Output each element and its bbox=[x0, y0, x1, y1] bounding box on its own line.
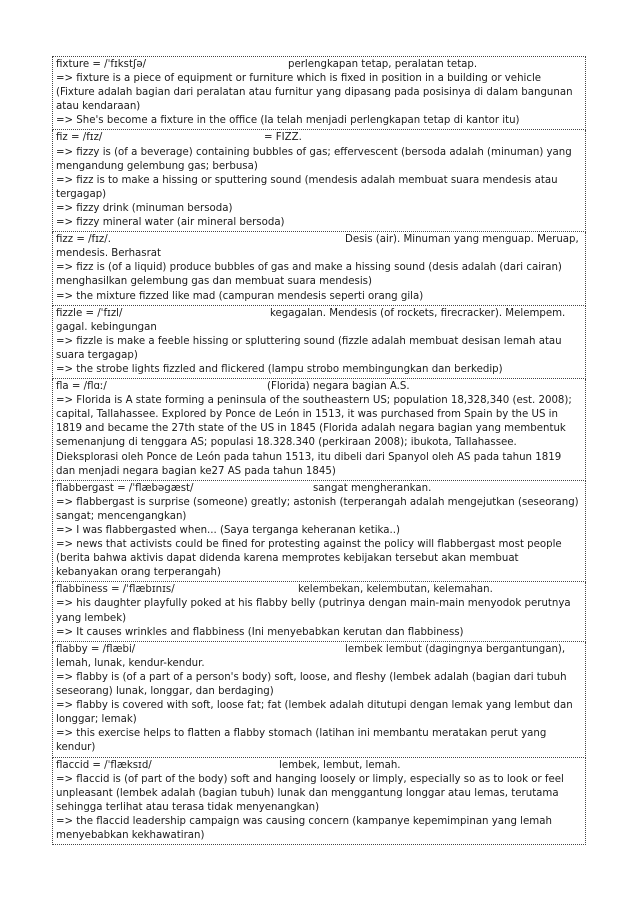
entry-example: => She's become a fixture in the office (Ia telah menjadi perlengkapan tetap di kantor itu) bbox=[56, 115, 520, 127]
entry-headline bbox=[56, 131, 582, 145]
dictionary-entry bbox=[52, 582, 586, 641]
entry-gloss: Desis (air). Minuman yang menguap. Meruap, mendesis. Berhasrat bbox=[56, 234, 579, 260]
entry-example: => the mixture fizzed like mad (campuran mendesis seperti orang gila) bbox=[56, 290, 424, 302]
entry-example: => the strobe lights fizzled and flickered (lampu strobo membingungkan dan berkedip) bbox=[56, 363, 503, 375]
entry-headline bbox=[56, 58, 582, 72]
entry-gloss: perlengkapan tetap, peralatan tetap. bbox=[288, 59, 478, 70]
entry-word: flabbiness = /ˈflæbɪnɪs/ bbox=[56, 584, 175, 596]
entry-gloss: sangat mengherankan. bbox=[313, 482, 432, 494]
entry-example: => fixture is a piece of equipment or furniture which is fixed in position in a building or vehicle (Fixture adalah bagian dari peralatan atau furnitur yang dipasang pada posisinya di dalam bangunan atau kendaraan) bbox=[56, 73, 573, 113]
dictionary-page bbox=[52, 56, 586, 845]
entry-example: => his daughter playfully poked at his flabby belly (putrinya dengan main-main menyodok perutnya yang lembek) bbox=[56, 598, 571, 624]
entry-example: => the flaccid leadership campaign was causing concern (kampanye kepemimpinan yang lemah menyebabkan kekhawatiran) bbox=[56, 815, 552, 841]
entry-word: fiz = /fɪz/ bbox=[56, 132, 103, 144]
entry-example: => flabby is covered with soft, loose fat; fat (lembek adalah ditutupi dengan lemak yang lembut dan longgar; lemak) bbox=[56, 700, 573, 726]
entry-headline bbox=[56, 759, 582, 773]
entry-example: => fizzy mineral water (air mineral bersoda) bbox=[56, 217, 285, 229]
entry-word: fla = /flɑː/ bbox=[56, 381, 107, 393]
entry-word: fizz = /fɪz/. bbox=[56, 234, 111, 246]
entry-gloss: lembek, lembut, lemah. bbox=[279, 759, 401, 771]
entry-example: => fizzy drink (minuman bersoda) bbox=[56, 202, 233, 214]
entry-headline bbox=[56, 583, 582, 597]
entry-example: => news that activists could be fined for protesting against the policy will flabbergast most people (berita bahwa aktivis dapat didenda karena memprotes kebijakan tersebut akan membuat kebanyakan orang terperangah) bbox=[56, 539, 562, 579]
entry-gloss: (Florida) negara bagian A.S. bbox=[267, 381, 410, 393]
entry-example: => fizzy is (of a beverage) containing bubbles of gas; effervescent (bersoda adalah (minuman) yang mengandung gelembung gas; berbusa) bbox=[56, 146, 572, 172]
entry-example: => flaccid is (of part of the body) soft and hanging loosely or limply, especially so as to look or feel unpleasant (lembek adalah (bagian tubuh) lunak dan menggantung longgar atau lemas, terutama sehingga terlihat atau terasa tidak menyenangkan) bbox=[56, 773, 564, 813]
entry-headline bbox=[56, 643, 582, 671]
entry-example: => fizzle is make a feeble hissing or spluttering sound (fizzle adalah membuat desisan lemah atau suara tergagap) bbox=[56, 335, 562, 361]
entry-gloss: = FIZZ. bbox=[264, 132, 302, 144]
entry-headline bbox=[56, 482, 582, 496]
entry-example: => fizz is to make a hissing or sputtering sound (mendesis adalah membuat suara mendesis atau tergagap) bbox=[56, 174, 558, 200]
dictionary-entry bbox=[52, 642, 586, 758]
dictionary-entry bbox=[52, 232, 586, 305]
dictionary-entry bbox=[52, 130, 586, 232]
entry-word: flabbergast = /ˈflæbəgæst/ bbox=[56, 482, 194, 494]
entry-gloss: lembek lembut (dagingnya bergantungan), lemah, lunak, kendur-kendur. bbox=[56, 643, 566, 669]
entry-word: flaccid = /ˈflæksɪd/ bbox=[56, 759, 152, 771]
entry-example: => flabbergast is surprise (someone) greatly; astonish (terperangah adalah mengejutkan (seseorang) sangat; mencengangkan) bbox=[56, 496, 579, 522]
entry-example: => Florida is A state forming a peninsula of the southeastern US; population 18,328,340 (est. 2008); capital, Tallahassee. Explored by Ponce de León in 1513, it was purchased from Spain by the US in 1819 and became the 27th state of the US in 1845 (Florida adalah negara bagian yang membentuk semenanjung di tenggara AS; populasi 18.328.340 (perkiraan 2008); ibukota, Tallahassee. Dieksplorasi oleh Ponce de León pada tahun 1513, itu dibeli dari Spanyol oleh AS pada tahun 1819 dan menjadi negara bagian ke27 AS pada tahun 1845) bbox=[56, 395, 572, 477]
entry-headline bbox=[56, 233, 582, 261]
entry-word: flabby = /flæbi/ bbox=[56, 643, 136, 655]
entry-example: => this exercise helps to flatten a flabby stomach (latihan ini membantu meratakan perut yang kendur) bbox=[56, 728, 547, 754]
entry-headline bbox=[56, 380, 582, 394]
dictionary-entry bbox=[52, 758, 586, 846]
entry-example: => fizz is (of a liquid) produce bubbles of gas and make a hissing sound (desis adalah (dari cairan) menghasilkan gelembung gas dan membuat suara mendesis) bbox=[56, 262, 562, 288]
entry-gloss: kelembekan, kelembutan, kelemahan. bbox=[298, 584, 493, 596]
entry-gloss: kegagalan. Mendesis (of rockets, firecracker). Melempem. gagal. kebingungan bbox=[56, 307, 566, 333]
dictionary-entry bbox=[52, 481, 586, 583]
dictionary-entry bbox=[52, 306, 586, 379]
entry-example: => I was flabbergasted when... (Saya terganga keheranan ketika..) bbox=[56, 525, 400, 536]
entry-word: fixture = /ˈfɪkstʃə/ bbox=[56, 59, 147, 70]
dictionary-entry bbox=[52, 56, 586, 130]
entry-word: fizzle = /ˈfɪzl/ bbox=[56, 307, 123, 319]
entry-headline bbox=[56, 307, 582, 335]
dictionary-entry bbox=[52, 379, 586, 481]
entry-example: => It causes wrinkles and flabbiness (Ini menyebabkan kerutan dan flabbiness) bbox=[56, 626, 464, 638]
entry-example: => flabby is (of a part of a person's body) soft, loose, and fleshy (lembek adalah (bagian dari tubuh seseorang) lunak, longgar, dan berdaging) bbox=[56, 671, 567, 698]
